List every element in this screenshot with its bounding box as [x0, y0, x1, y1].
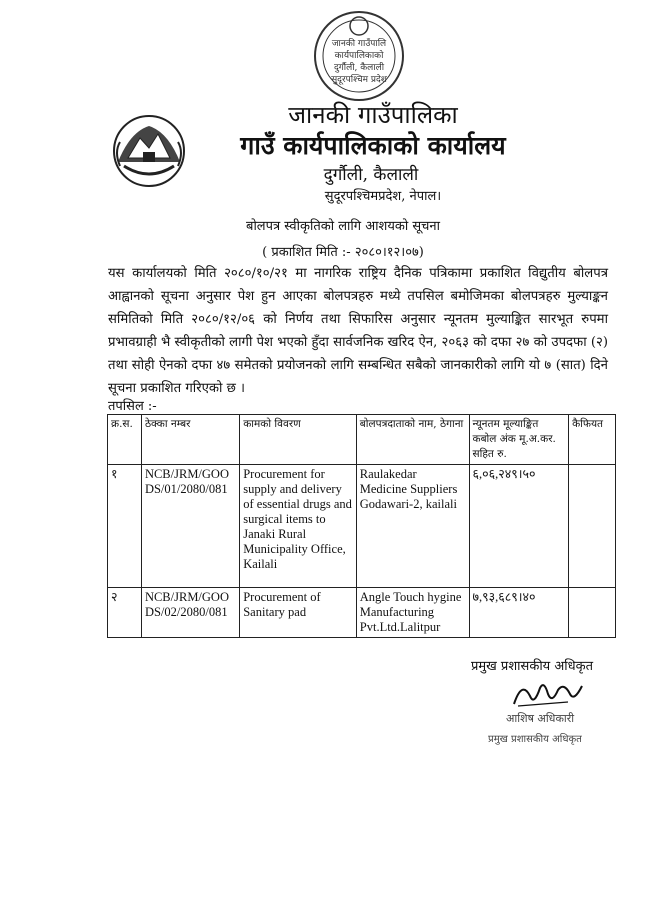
header-amount: न्यूनतम मूल्याङ्कित कबोल अंक मू.अ.कर. सहित रु.	[469, 415, 569, 465]
office-round-stamp	[305, 6, 413, 106]
header-contract-number: ठेक्का नम्बर	[141, 415, 239, 465]
cell-amount: ७,९३,६८९।४०	[469, 588, 569, 638]
header-bidder: बोलपत्रदाताको नाम, ठेगाना	[356, 415, 469, 465]
cell-remarks	[569, 465, 616, 588]
published-date: ( प्रकाशित मिति :- २०८०।१२।०७)	[262, 245, 424, 260]
stamp-line-2: कार्यपालिकाको	[334, 51, 384, 61]
cell-description: Procurement for supply and delivery of essential drugs and surgical items to Janaki Rural Municipality Office, Kailali	[240, 465, 357, 588]
header-serial: क्र.स.	[108, 415, 142, 465]
notice-title: बोलपत्र स्वीकृतिको लागि आशयको सूचना	[246, 219, 440, 234]
province-name: सुदूरपश्चिमप्रदेश, नेपाल।	[324, 189, 442, 204]
stamp-officer-title: प्रमुख प्रशासकीय अधिकृत	[488, 734, 582, 745]
cell-bidder: Raulakedar Medicine Suppliers Godawari-2, kailali	[356, 465, 469, 588]
bid-table	[107, 414, 616, 638]
office-name: गाउँ कार्यपालिकाको कार्यालय	[240, 131, 506, 160]
stamp-line-4: सुदूरपश्चिम प्रदेश	[331, 75, 387, 85]
cell-contract-number: NCB/JRM/GOODS/01/2080/081	[141, 465, 239, 588]
signatory-title: प्रमुख प्रशासकीय अधिकृत	[471, 659, 594, 674]
cell-bidder: Angle Touch hygine Manufacturing Pvt.Ltd.Lalitpur	[356, 588, 469, 638]
cell-serial: २	[108, 588, 142, 638]
schedule-label: तपसिल :-	[108, 399, 157, 414]
office-location: दुर्गौली, कैलाली	[323, 165, 419, 185]
table-header-row	[108, 415, 616, 465]
cell-serial: १	[108, 465, 142, 588]
cell-description: Procurement of Sanitary pad	[240, 588, 357, 638]
officer-name-stamp	[484, 702, 594, 752]
header-work-description: कामको विवरण	[240, 415, 357, 465]
cell-contract-number: NCB/JRM/GOODS/02/2080/081	[141, 588, 239, 638]
cell-remarks	[569, 588, 616, 638]
municipality-name: जानकी गाउँपालिका	[288, 101, 458, 129]
notice-body: यस कार्यालयको मिति २०८०/१०/२१ मा नागरिक राष्ट्रिय दैनिक पत्रिकामा प्रकाशित विद्युतीय बोलपत्र आह्वानको सूचना अनुसार पेश हुन आएका बोलपत्रहरु मध्ये तपसिल बमोजिमका बोलपत्रहरु मुल्याङ्कन समितिको मिति २०८०/१२/०६ को निर्णय तथा सिफारिस अनुसार न्यूनतम मुल्याङ्कित सारभूत रुपमा प्रभावग्राही भै स्वीकृतीको लागी पेश भएको हुँदा सार्वजनिक खरिद ऐन, २०६३ को दफा २७ को उपदफा (२) तथा सोही ऐनको दफा ४७ समेतको प्रयोजनको लागि सम्बन्धित सबैको जानकारीको लागि यो ७ (सात) दिने सूचना प्रकाशित गरिएको छ ।	[108, 266, 608, 396]
header-remarks: कैफियत	[569, 415, 616, 465]
table-row	[108, 588, 616, 638]
cell-amount: ६,०६,२४९।५०	[469, 465, 569, 588]
table-row	[108, 465, 616, 588]
stamp-line-1: जानकी गाउँपालि	[331, 39, 387, 49]
stamp-officer-name: आशिष अधिकारी	[506, 712, 575, 725]
stamp-line-3: दुर्गौली, कैलाली	[333, 63, 385, 73]
